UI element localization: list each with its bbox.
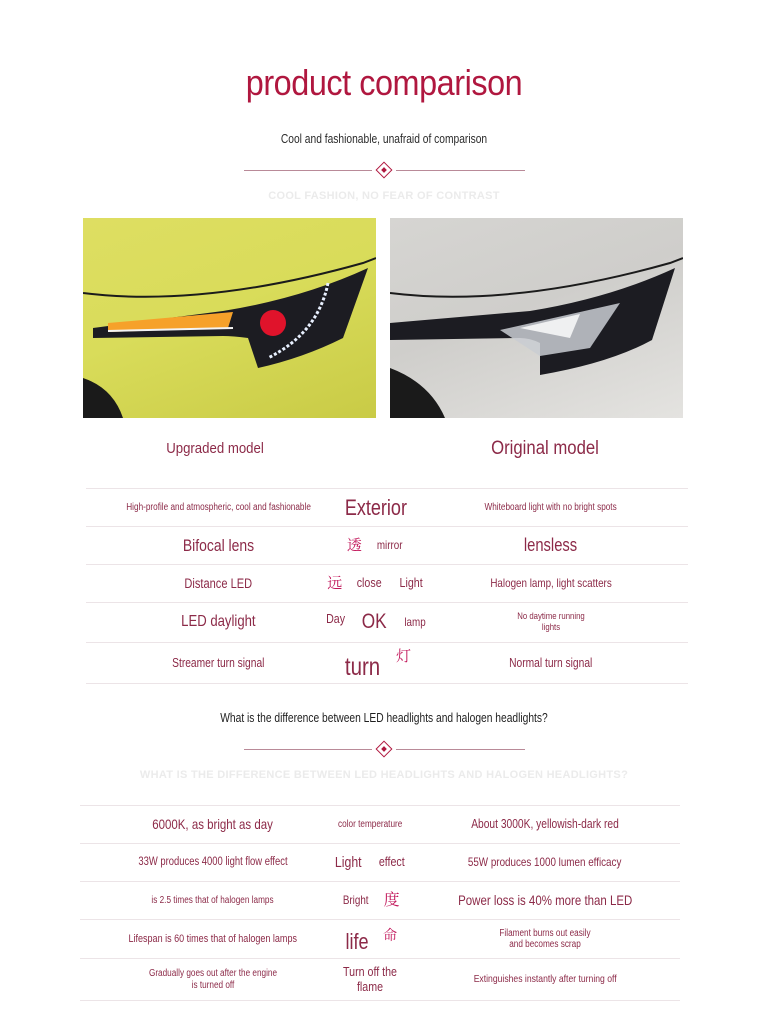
- table-row: [80, 881, 680, 919]
- table-row: [86, 602, 688, 642]
- feature-category: close: [356, 575, 382, 591]
- original-feature: Halogen lamp, light scatters: [490, 575, 612, 590]
- page-title: product comparison: [245, 62, 523, 103]
- halogen-feature: 55W produces 1000 lumen efficacy: [468, 854, 622, 869]
- feature-category: Light: [399, 575, 423, 591]
- divider-line-right: [396, 749, 525, 750]
- led-feature: Lifespan is 60 times that of halogen lamps: [128, 932, 297, 945]
- feature-category: effect: [379, 854, 406, 870]
- led-feature: 6000K, as bright as day: [152, 816, 273, 833]
- upgraded-headlight-image: [83, 218, 376, 418]
- feature-category-cjk: 透: [346, 535, 362, 554]
- original-feature: Whiteboard light with no bright spots: [484, 501, 618, 513]
- original-feature: Normal turn signal: [509, 655, 593, 670]
- diamond-icon: [376, 741, 393, 758]
- divider-line-left: [244, 170, 372, 171]
- table-row: [86, 642, 688, 684]
- original-feature: lensless: [524, 535, 578, 556]
- table-row: [80, 843, 680, 881]
- divider-line-right: [396, 170, 525, 171]
- original-model-label: Original model: [491, 438, 599, 459]
- table-row: [80, 805, 680, 843]
- halogen-feature: Filament burns out easily and becomes scrap: [499, 927, 591, 950]
- feature-category-cjk: 命: [383, 927, 398, 944]
- upgraded-feature: Distance LED: [184, 575, 253, 591]
- divider-line-left: [244, 749, 372, 750]
- upgraded-feature: Bifocal lens: [182, 535, 255, 555]
- led-vs-halogen-table: [80, 805, 680, 1001]
- feature-category-cjk: 灯: [396, 647, 412, 666]
- feature-category: OK: [362, 610, 387, 634]
- feature-category: color temperature: [337, 818, 403, 830]
- section-question: What is the difference between LED headlights and halogen headlights?: [220, 711, 548, 725]
- feature-category-cjk: 远: [327, 573, 343, 592]
- led-feature: is 2.5 times that of halogen lamps: [151, 894, 274, 906]
- original-feature: No daytime running lights: [517, 610, 585, 633]
- table-row: [86, 564, 688, 602]
- ghost-caption: COOL FASHION, NO FEAR OF CONTRAST: [268, 190, 500, 202]
- feature-category: mirror: [376, 537, 403, 552]
- led-feature: 33W produces 4000 light flow effect: [137, 855, 288, 868]
- table-row: [80, 919, 680, 958]
- feature-category-cjk: 度: [383, 890, 400, 910]
- feature-category: turn: [344, 652, 381, 681]
- halogen-feature: About 3000K, yellowish-dark red: [471, 817, 619, 832]
- feature-category: Turn off the flame: [343, 963, 397, 994]
- comparison-table: [86, 488, 688, 684]
- table-row: [86, 488, 688, 526]
- upgraded-feature: LED daylight: [181, 613, 256, 631]
- feature-category: Day: [326, 611, 346, 627]
- feature-category: lamp: [404, 614, 426, 629]
- feature-category: life: [345, 929, 369, 955]
- feature-category: Light: [334, 853, 362, 871]
- page-subtitle: Cool and fashionable, unafraid of comparison: [280, 132, 488, 146]
- led-feature: Gradually goes out after the engine is turned off: [148, 968, 277, 991]
- upgraded-model-label: Upgraded model: [166, 440, 264, 457]
- divider-ornament: [0, 742, 768, 756]
- upgraded-feature: Streamer turn signal: [172, 655, 265, 670]
- ghost-caption: WHAT IS THE DIFFERENCE BETWEEN LED HEADLIGHTS AND HALOGEN HEADLIGHTS?: [139, 769, 629, 781]
- table-row: [86, 526, 688, 564]
- table-row: [80, 958, 680, 1001]
- diamond-icon: [376, 162, 393, 179]
- divider-ornament: [0, 163, 768, 177]
- halogen-feature: Power loss is 40% more than LED: [457, 892, 633, 909]
- original-headlight-image: [390, 218, 683, 418]
- feature-category: Bright: [343, 892, 369, 907]
- upgraded-feature: High-profile and atmospheric, cool and fashionable: [126, 501, 311, 513]
- halogen-feature: Extinguishes instantly after turning off: [473, 973, 617, 986]
- feature-category: Exterior: [344, 494, 408, 520]
